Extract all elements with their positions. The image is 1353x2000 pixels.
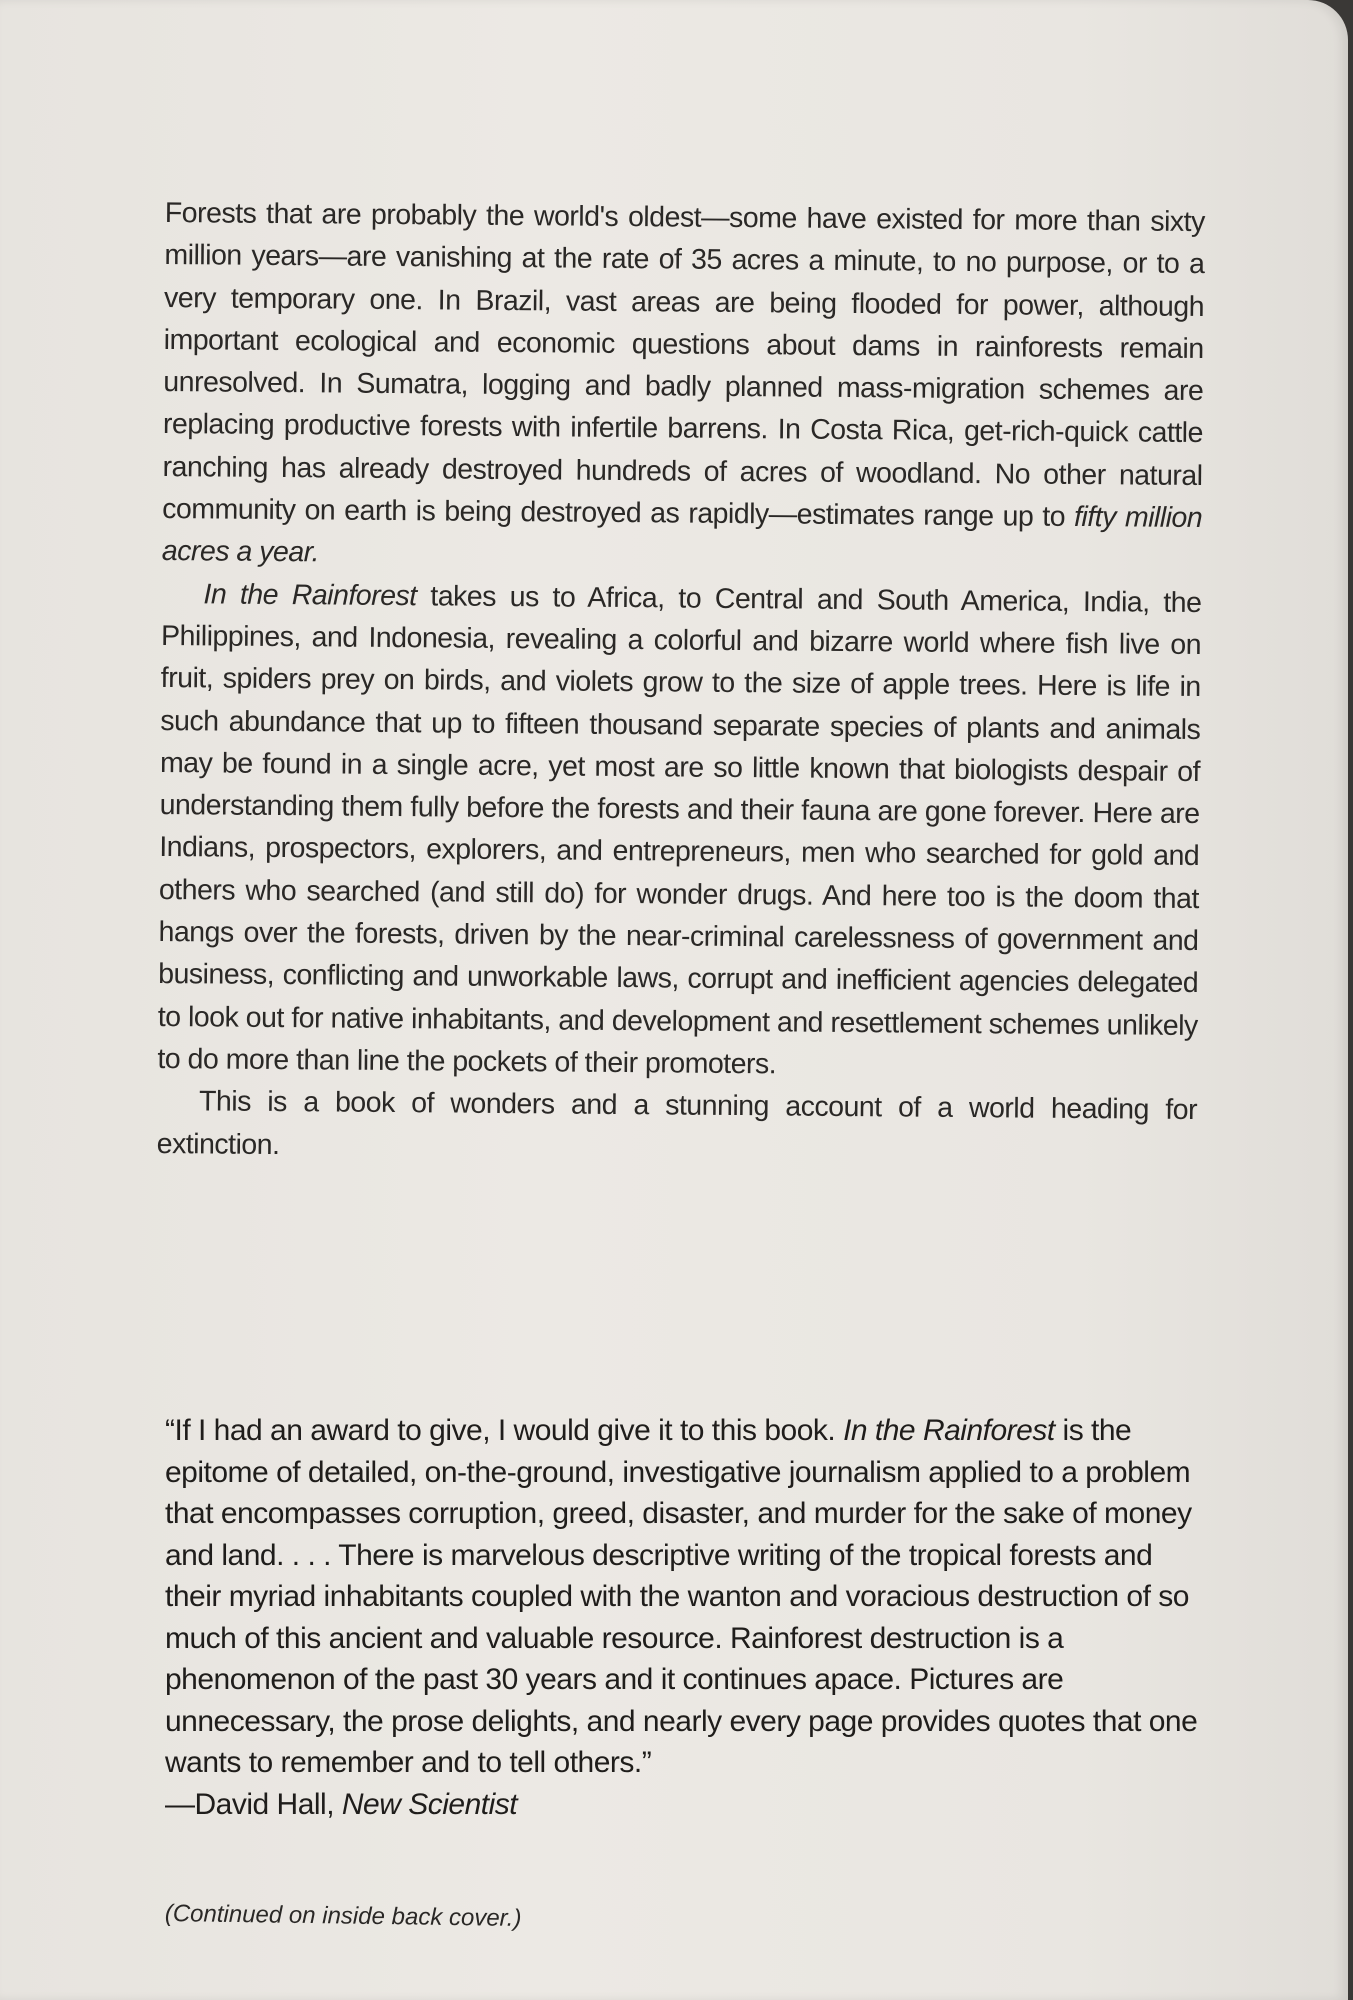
attribution-name: —David Hall,	[165, 1787, 342, 1821]
attribution-source: New Scientist	[341, 1787, 518, 1821]
blurb-paragraph-1-text: Forests that are probably the world's oldest—some have existed for more than sixty million years—are vanishing at the rate of 35 acres a minute, to no purpose, or to a very temporary one. In Brazil, vast areas are being flooded for power, although important ecological and economic questions about dams in rainforests remain unresolved. In Sumatra, logging and badly planned mass-migration schemes are replacing productive forests with infertile barrens. In Costa Rica, get-rich-quick cattle ranching has already destroyed hundreds of acres of woodland. No other natural community on earth is being destroyed as rapidly—estimates range up to	[162, 196, 1205, 534]
quote-book-title: In the Rainforest	[843, 1414, 1055, 1447]
blurb-paragraph-2	[157, 573, 1201, 1090]
blurb-emphasis: fifty million acres a year.	[161, 501, 1203, 569]
blurb-paragraph-1	[162, 192, 1205, 582]
blurb-paragraph-2-text: takes us to Africa, to Central and South America, India, the Philippines, and Indonesia, revealing a colorful and bizarre world where fish live on fruit, spiders prey on birds, and violets grow to the size of apple trees. Here is life in such abundance that up to fifteen thousand separate species of plants and animals may be found in a single acre, yet most are so little known that biologists despair of understanding them fully before the forests and their fauna are gone forever. Here are Indians, prospectors, explorers, and entrepreneurs, men who searched for gold and others who searched (and still do) for wonder drugs. And here too is the doom that hangs over the forests, driven by the near-criminal carelessness of government and business, conflicting and unworkable laws, corrupt and inefficient agencies delegated to look out for native inhabitants, and development and resettlement schemes unlikely to do more than line the pockets of their promoters.	[157, 579, 1202, 1081]
quote-text-before: “If I had an award to give, I would give it to this book.	[165, 1414, 844, 1447]
blurb-paragraph-3	[157, 1080, 1198, 1174]
book-title-inline: In the Rainforest	[203, 578, 417, 612]
book-blurb	[157, 192, 1205, 1174]
review-quote	[165, 1410, 1205, 1825]
quote-text-after: is the epitome of detailed, on-the-ground, investigative journalism applied to a problem that encompasses corruption, greed, disaster, and murder for the sake of money and land. . . . There is marvelous descriptive writing of the tropical forests and their myriad inhabitants coupled with the wanton and voracious destruction of so much of this ancient and valuable resource. Rainforest destruction is a phenomenon of the past 30 years and it continues apace. Pictures are unnecessary, the prose delights, and nearly every page provides quotes that one wants to remember and to tell others.”	[165, 1414, 1198, 1779]
continued-note: (Continued on inside back cover.)	[164, 1900, 522, 1932]
review-quote-text	[165, 1410, 1205, 1784]
review-attribution	[165, 1784, 1205, 1826]
blurb-paragraph-3-text: This is a book of wonders and a stunning account of a world heading for extinction.	[156, 1085, 1198, 1161]
